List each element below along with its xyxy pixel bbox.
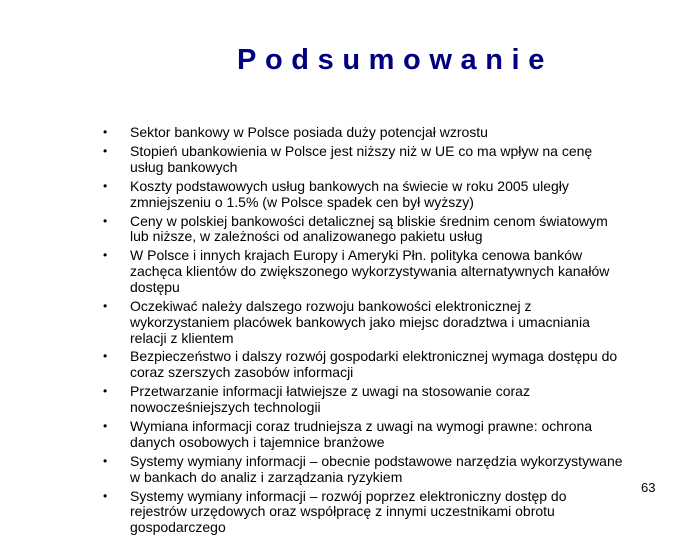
list-item [103,299,623,346]
bullet-list [103,125,623,539]
list-item [103,179,623,211]
list-item [103,454,623,486]
bullet-icon: • [103,384,108,399]
bullet-icon: • [103,248,108,263]
bullet-icon: • [103,213,108,228]
bullet-text: Bezpieczeństwo i dalszy rozwój gospodarki elektronicznej wymaga dostępu do coraz szerszych zasobów informacji [130,348,618,381]
list-item [103,144,623,176]
bullet-icon: • [103,298,108,313]
bullet-text: Koszty podstawowych usług bankowych na świecie w roku 2005 uległy zmniejszeniu o 1.5% (w Polsce spadek cen był wyższy) [130,177,569,210]
page-number: 63 [641,480,656,495]
list-item [103,489,623,536]
bullet-text: Oczekiwać należy dalszego rozwoju bankowości elektronicznej z wykorzystaniem placówek bankowych jako miejsc doradztwa i umacniania relacji z klientem [130,297,590,346]
bullet-text: Systemy wymiany informacji – obecnie podstawowe narzędzia wykorzystywane w bankach do analiz i zarządzania ryzykiem [130,452,623,485]
list-item [103,419,623,451]
bullet-icon: • [103,349,108,364]
bullet-text: W Polsce i innych krajach Europy i Ameryki Płn. polityka cenowa banków zachęca klientów do zwiększonego wykorzystywania alternatywnych kanałów dostępu [130,247,610,295]
list-item [103,248,623,295]
bullet-text: Ceny w polskiej bankowości detalicznej są bliskie średnim cenom światowym lub niższe, w zależności od analizowanego pakietu usług [130,212,608,245]
bullet-icon: • [103,488,108,503]
list-item [103,125,623,141]
bullet-icon: • [103,453,108,468]
bullet-icon: • [103,125,108,139]
bullet-icon: • [103,178,108,193]
bullet-icon: • [103,419,108,434]
bullet-text: Systemy wymiany informacji – rozwój poprzez elektroniczny dostęp do rejestrów urzędowych oraz współpracę z innymi uczestnikami obrotu gospodarczego [130,487,567,536]
bullet-text: Wymiana informacji coraz trudniejsza z uwagi na wymogi prawne: ochrona danych osobowych i tajemnice branżowe [130,418,593,450]
slide-title: Podsumowanie [237,44,553,76]
list-item [103,349,623,381]
list-item [103,384,623,416]
bullet-icon: • [103,143,108,158]
list-item [103,214,623,246]
bullet-text: Przetwarzanie informacji łatwiejsze z uwagi na stosowanie coraz nowocześniejszych technologii [130,383,530,416]
bullet-text: Stopień ubankowienia w Polsce jest niższy niż w UE co ma wpływ na cenę usług bankowych [130,142,593,175]
bullet-text: Sektor bankowy w Polsce posiada duży potencjał wzrostu [130,124,488,140]
